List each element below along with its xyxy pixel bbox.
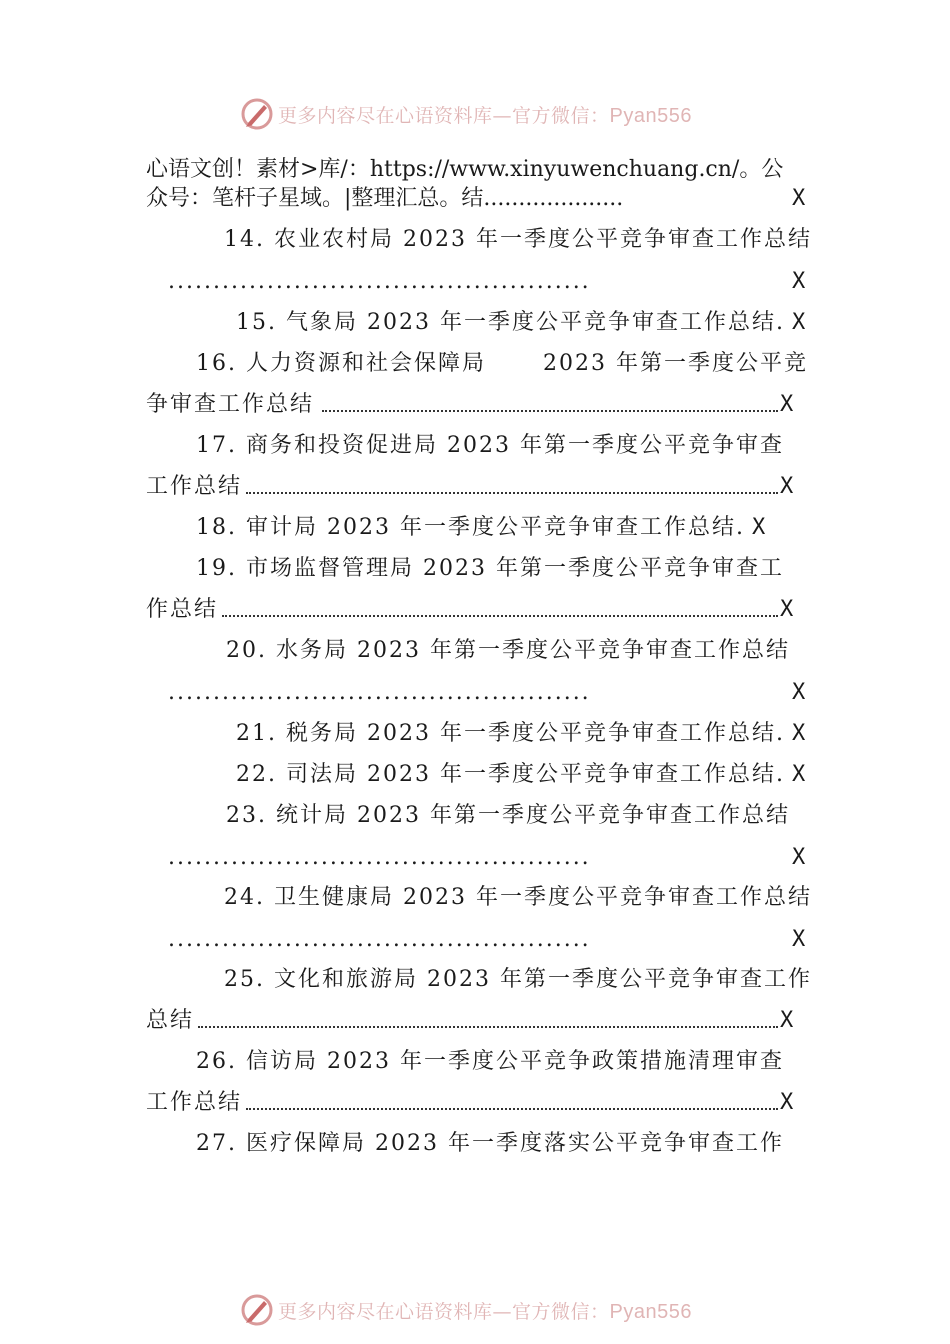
toc-dot-leader	[198, 1007, 778, 1035]
toc-page-marker: X	[780, 597, 794, 622]
toc-entry-27: 27. 医疗保障局 2023 年一季度落实公平竞争审查工作	[196, 1131, 784, 1156]
toc-entry-19: 19. 市场监督管理局 2023 年第一季度公平竞争审查工	[196, 556, 784, 581]
toc-page-marker: X	[792, 762, 806, 787]
toc-entry-14: 14. 农业农村局 2023 年一季度公平竞争审查工作总结	[224, 227, 812, 252]
toc-page-marker: X	[792, 186, 806, 211]
footer-banner-text: 更多内容尽在心语资料库—官方微信：Pyan556	[278, 1300, 692, 1323]
toc-entry-24-leader: ...............................................	[168, 927, 591, 952]
toc-page-marker: X	[792, 680, 806, 705]
toc-dot-leader	[222, 596, 778, 624]
toc-entry-19-cont: 作总结	[146, 597, 219, 622]
toc-page-marker: X	[792, 310, 806, 335]
toc-intro-line-2: 众号：笔杆子星域。|整理汇总。结....................	[146, 186, 624, 211]
toc-page-marker: X	[780, 474, 794, 499]
toc-entry-23: 23. 统计局 2023 年第一季度公平竞争审查工作总结	[226, 803, 790, 828]
toc-entry-18: 18. 审计局 2023 年一季度公平竞争审查工作总结.	[196, 515, 745, 540]
toc-entry-15: 15. 气象局 2023 年一季度公平竞争审查工作总结.	[236, 310, 785, 335]
toc-page-marker: X	[792, 927, 806, 952]
toc-intro-line-1: 心语文创！素材>库/：https://www.xinyuwenchuang.cn/。公	[146, 157, 784, 182]
toc-entry-17-cont: 工作总结	[146, 474, 243, 499]
toc-page-marker: X	[780, 1090, 794, 1115]
toc-entry-24: 24. 卫生健康局 2023 年一季度公平竞争审查工作总结	[224, 885, 812, 910]
toc-entry-20: 20. 水务局 2023 年第一季度公平竞争审查工作总结	[226, 638, 790, 663]
toc-page-marker: X	[780, 392, 794, 417]
toc-entry-22: 22. 司法局 2023 年一季度公平竞争审查工作总结.	[236, 762, 785, 787]
toc-entry-26-cont: 工作总结	[146, 1090, 243, 1115]
toc-dot-leader	[246, 473, 778, 501]
toc-page-marker: X	[792, 845, 806, 870]
toc-dot-leader	[322, 391, 778, 419]
wechat-id: Pyan556	[609, 104, 692, 127]
toc-entry-20-leader: ...............................................	[168, 680, 591, 705]
footer-watermark-banner	[0, 1290, 950, 1330]
header-banner-text: 更多内容尽在心语资料库—官方微信：Pyan556	[278, 104, 692, 127]
toc-page-marker: X	[780, 1008, 794, 1033]
wechat-id: Pyan556	[609, 1300, 692, 1323]
toc-page-marker: X	[792, 721, 806, 746]
toc-entry-17: 17. 商务和投资促进局 2023 年第一季度公平竞争审查	[196, 433, 784, 458]
toc-entry-16-cont: 争审查工作总结	[146, 392, 315, 417]
toc-entry-25-cont: 总结	[146, 1008, 195, 1033]
toc-entry-21: 21. 税务局 2023 年一季度公平竞争审查工作总结.	[236, 721, 785, 746]
toc-entry-26: 26. 信访局 2023 年一季度公平竞争政策措施清理审查	[196, 1049, 784, 1074]
toc-page-marker: X	[792, 269, 806, 294]
toc-page-marker: X	[752, 515, 766, 540]
pen-logo-icon	[240, 1293, 274, 1327]
toc-entry-25: 25. 文化和旅游局 2023 年第一季度公平竞争审查工作	[224, 967, 812, 992]
toc-dot-leader	[246, 1089, 778, 1117]
toc-entry-23-leader: ...............................................	[168, 845, 591, 870]
toc-entry-16: 16. 人力资源和社会保障局 2023 年第一季度公平竞	[196, 351, 808, 376]
toc-entry-14-leader: ...............................................	[168, 269, 591, 294]
